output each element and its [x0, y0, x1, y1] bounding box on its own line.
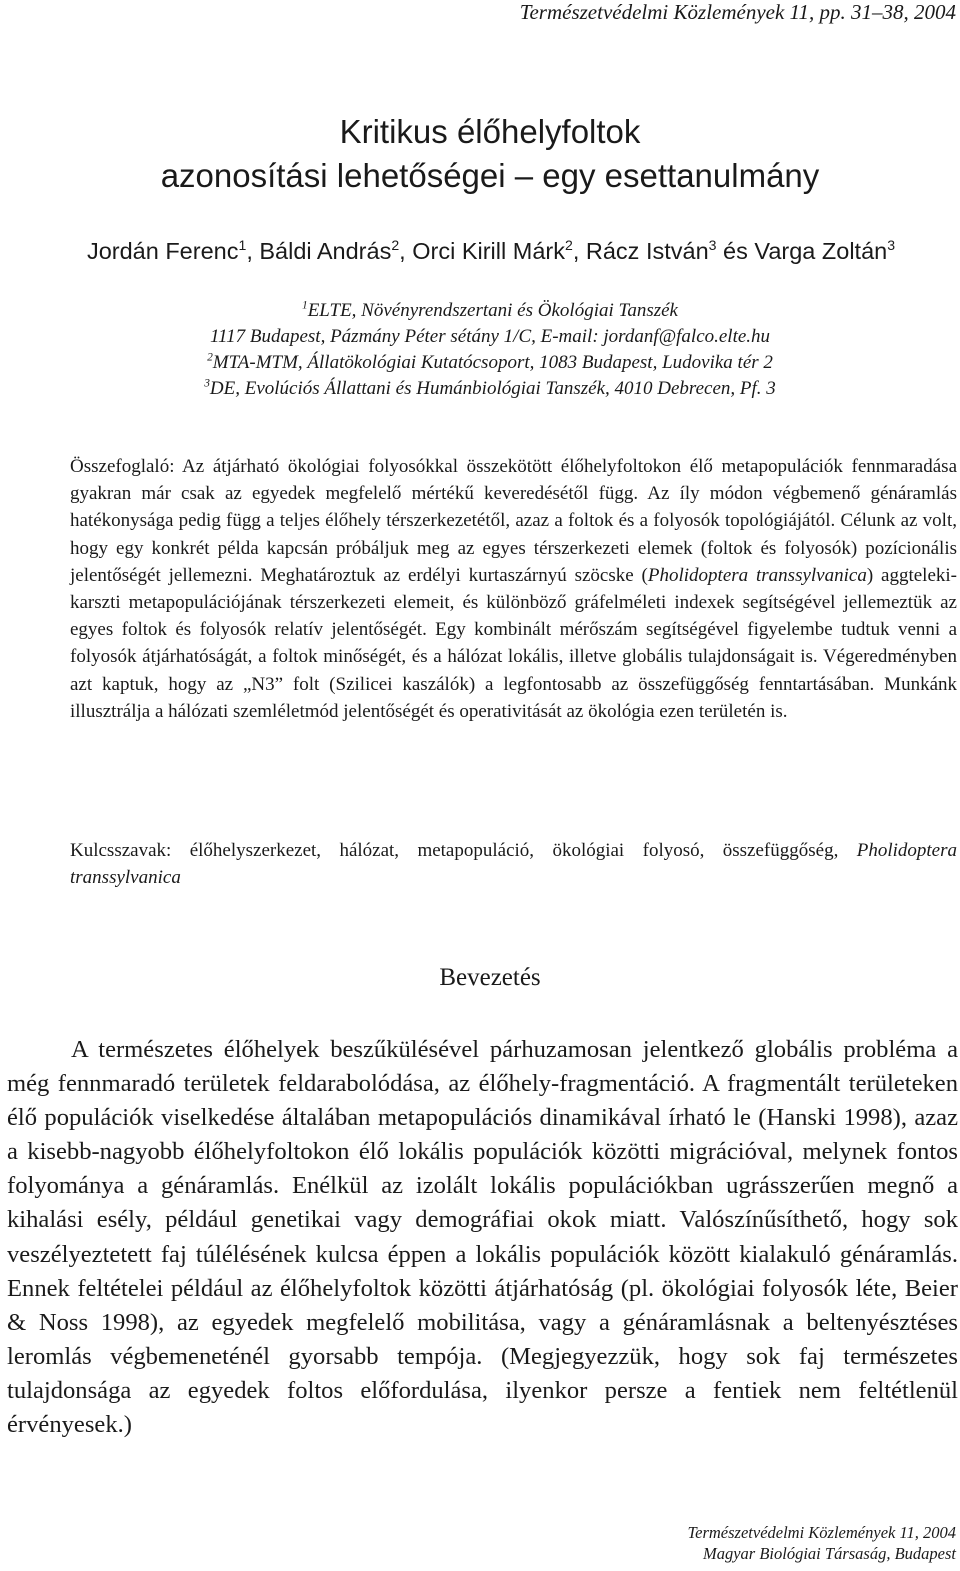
author-name: Báldi András	[259, 238, 392, 264]
keywords	[70, 837, 957, 891]
author-name: Jordán Ferenc	[86, 238, 239, 264]
abstract	[70, 453, 957, 725]
keywords-species-name: Pholidoptera transsylvanica	[70, 840, 957, 889]
abstract-species-name: Pholidoptera transsylvanica	[647, 564, 867, 586]
abstract-text-1: Összefoglaló: Az átjárható ökológiai folyosókkal összekötött élőhelyfoltokon élő metapopulációk fennmaradása gyakran már csak az egyedek megfelelő mértékű keveredésétől függ. Az íly módon végbemenő génáramlás hatékonysága pedig függ a teljes élőhely térszerkezetétől, azaz a foltok és a folyosók topológiájától. Célunk az volt, hogy egy konkrét példa kapcsán próbáljuk meg az egyes térszerkezeti elemek (foltok és folyosók) pozícionális jelentőségét jellemezni. Meghatároztuk az erdélyi kurtaszárnyú szöcske (	[70, 456, 957, 586]
section-heading: Bevezetés	[439, 964, 541, 991]
keywords-text: Kulcsszavak: élőhelyszerkezet, hálózat, metapopuláció, ökológiai folyosó, összefüggőség,	[70, 840, 857, 861]
affiliation-marker: 1	[302, 299, 308, 312]
affiliation-marker: 2	[391, 237, 400, 254]
author-name: Orci Kirill Márk	[412, 238, 565, 264]
affiliation-marker: 3	[204, 377, 210, 390]
affiliation-1-address: 1117 Budapest, Pázmány Péter sétány 1/C, E-mail: jordanf@falco.elte.hu	[209, 326, 771, 347]
author-list: Jordán Ferenc$^1$, Báldi András$^2$, Orci Kirill Márk$^2$, Rácz István$^3$ és Varga Zoltán$^3$	[86, 237, 896, 264]
affiliation-3	[0, 376, 960, 402]
title-line-2: azonosítási lehetőségei – egy esettanulmány	[160, 157, 820, 194]
affiliation-2	[0, 350, 960, 376]
affiliation-2-name: MTA-MTM, Állatökológiai Kutatócsoport, 1083 Budapest, Ludovika tér 2	[212, 352, 773, 373]
affiliation-1	[0, 298, 960, 324]
affiliation-marker: 1	[238, 237, 247, 254]
author-name: Varga Zoltán	[754, 238, 888, 264]
author-name: Rácz István	[585, 238, 709, 264]
affiliation-marker: 2	[207, 351, 213, 364]
author-conjunction: és	[723, 238, 748, 264]
body-paragraph: A természetes élőhelyek beszűkülésével párhuzamosan jelentkező globális probléma a még fennmaradó területek feldarabolódása, az élőhely-fragmentáció. A fragmentált területeken élő populációk viselkedése általában metapopulációs dinamikával írható le (Hanski 1998), azaz a kisebb-nagyobb élőhelyfoltokon élő lokális populációk közötti migrációval, melynek fontos folyománya a génáramlás. Enélkül az izolált lokális populációkban ugrásszerűen megnő a kihalási esély, például genetikai vagy demográfiai okok miatt. Valószínűsíthető, hogy sok veszélyeztetett faj túlélésének kulcsa éppen a lokális populációk között kialakuló génáramlás. Ennek feltételei például az élőhelyfoltok közötti átjárhatóság (pl. ökológiai folyosók léte, Beier & Noss 1998), az egyedek megfelelő mobilitása, vagy a génáramlásnak a beltenyésztéses leromlás végbemeneténél gyorsabb tempója. (Megjegyezzük, hogy sok faj természetes tulajdonsága az egyedek foltos előfordulása, ilyenkor persze a fentiek nem feltétlenül érvényesek.)	[7, 1036, 958, 1439]
title-line-1: Kritikus élőhelyfoltok	[339, 113, 641, 150]
abstract-text-2: ) aggteleki-karszti metapopulációjának térszerkezeti elemeit, és különböző gráfelméleti indexek segítségével jellemeztük az egyes foltok és folyosók relatív jelentőségét. Egy kombinált mérőszám segítségével figyelembe tudtuk venni a folyosók átjárhatóságát, a foltok minőségét, és a hálózat lokális, illetve globális tulajdonságait is. Végeredményben azt kaptuk, hogy az „N3” folt (Szilicei kaszálók) a legfontosabb az összefüggőség fenntartásában. Munkánk illusztrálja a hálózati szemléletmód jelentőségét és operativitását az ökológia ezen területén is.	[70, 564, 958, 722]
footer-journal: Természetvédelmi Közlemények 11, 2004	[687, 1523, 956, 1542]
affiliations	[0, 298, 960, 402]
footer-publisher: Magyar Biológiai Társaság, Budapest	[702, 1544, 956, 1563]
article-title	[0, 110, 960, 198]
affiliation-1-name: ELTE, Növényrendszertani és Ökológiai Tanszék	[307, 300, 678, 321]
page-footer	[687, 1522, 956, 1564]
affiliation-3-name: DE, Evolúciós Állattani és Humánbiológiai Tanszék, 4010 Debrecen, Pf. 3	[209, 378, 776, 399]
affiliation-marker: 2	[564, 237, 573, 254]
affiliation-marker: 3	[887, 237, 896, 254]
affiliation-marker: 3	[708, 237, 717, 254]
running-header: Természetvédelmi Közlemények 11, pp. 31–38, 2004	[519, 0, 956, 24]
